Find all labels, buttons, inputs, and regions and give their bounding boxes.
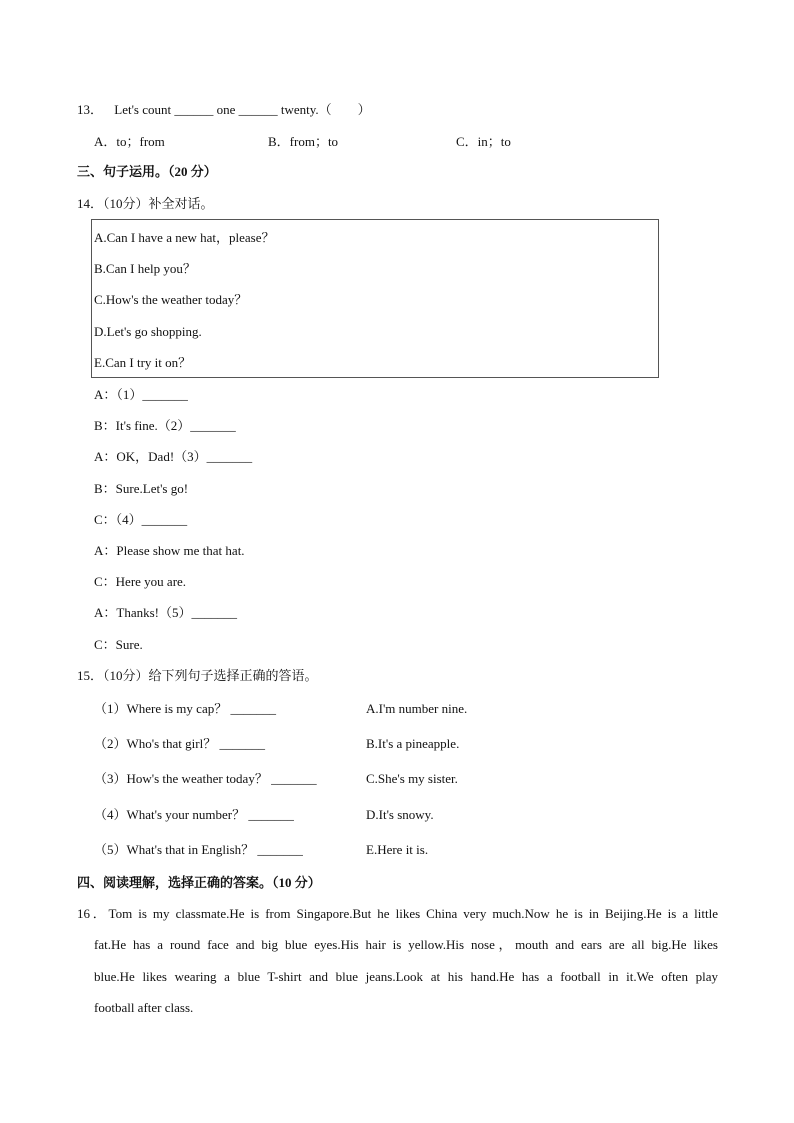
q14-dialogue-line-5[interactable]: C：（4）_______ [94, 512, 188, 527]
q13-number: 13． [77, 102, 104, 117]
q15-answer-e: E.Here it is. [366, 842, 429, 857]
q13-option-c[interactable]: C．in；to [456, 134, 511, 149]
q14-choice-c: C.How's the weather today？ [94, 292, 248, 307]
q16-passage-line-1: 16．Tom is my classmate.He is from Singapore.But he likes China very much.Now he is in Beijing.He is a little [77, 906, 718, 921]
q14-choice-a: A.Can I have a new hat，please？ [94, 230, 275, 245]
q14-dialogue-line-7: C：Here you are. [94, 574, 187, 589]
q14-title: 14．（10分）补全对话。 [77, 196, 214, 211]
q14-dialogue-line-2[interactable]: B：It's fine.（2）_______ [94, 418, 236, 433]
q16-passage-line-2: fat.He has a round face and big blue eyes.His hair is yellow.His nose，mouth and ears are all big.He likes [94, 937, 718, 952]
q15-answer-c: C.She's my sister. [366, 771, 458, 786]
q14-choice-b: B.Can I help you？ [94, 261, 196, 276]
q14-dialogue-line-8[interactable]: A：Thanks!（5）_______ [94, 605, 237, 620]
q14-dialogue-line-9: C：Sure. [94, 637, 143, 652]
q15-title: 15．（10分）给下列句子选择正确的答语。 [77, 668, 318, 683]
q16-passage-line-4: football after class. [94, 1000, 194, 1015]
q14-choice-box [91, 219, 659, 378]
q13-stem [77, 102, 371, 118]
q14-dialogue-line-3[interactable]: A：OK，Dad!（3）_______ [94, 449, 253, 464]
q14-dialogue-line-6: A：Please show me that hat. [94, 543, 245, 558]
q14-choice-d: D.Let's go shopping. [94, 324, 202, 339]
q15-question-4[interactable]: （4）What's your number？ _______ [94, 807, 294, 822]
q13-option-a[interactable]: A．to；from [94, 134, 165, 149]
q15-question-1[interactable]: （1）Where is my cap？ _______ [94, 701, 276, 716]
q14-dialogue-line-1[interactable]: A：（1）_______ [94, 387, 188, 402]
q15-question-3[interactable]: （3）How's the weather today？ _______ [94, 771, 317, 786]
q15-question-5[interactable]: （5）What's that in English？ _______ [94, 842, 303, 857]
section-4-heading: 四、阅读理解，选择正确的答案。（10 分） [77, 875, 321, 890]
q14-dialogue-line-4: B：Sure.Let's go! [94, 481, 189, 496]
q13-text: Let's count ______ one ______ twenty.（ ） [114, 102, 371, 117]
q13-option-b[interactable]: B．from；to [268, 134, 339, 149]
q15-answer-a: A.I'm number nine. [366, 701, 468, 716]
q15-answer-b: B.It's a pineapple. [366, 736, 460, 751]
q15-answer-d: D.It's snowy. [366, 807, 434, 822]
q15-question-2[interactable]: （2）Who's that girl？ _______ [94, 736, 265, 751]
q16-passage-line-3: blue.He likes wearing a blue T-shirt and blue jeans.Look at his hand.He has a football in it.We often play [94, 969, 718, 984]
section-3-heading: 三、句子运用。（20 分） [77, 164, 217, 179]
q14-choice-e: E.Can I try it on？ [94, 355, 192, 370]
